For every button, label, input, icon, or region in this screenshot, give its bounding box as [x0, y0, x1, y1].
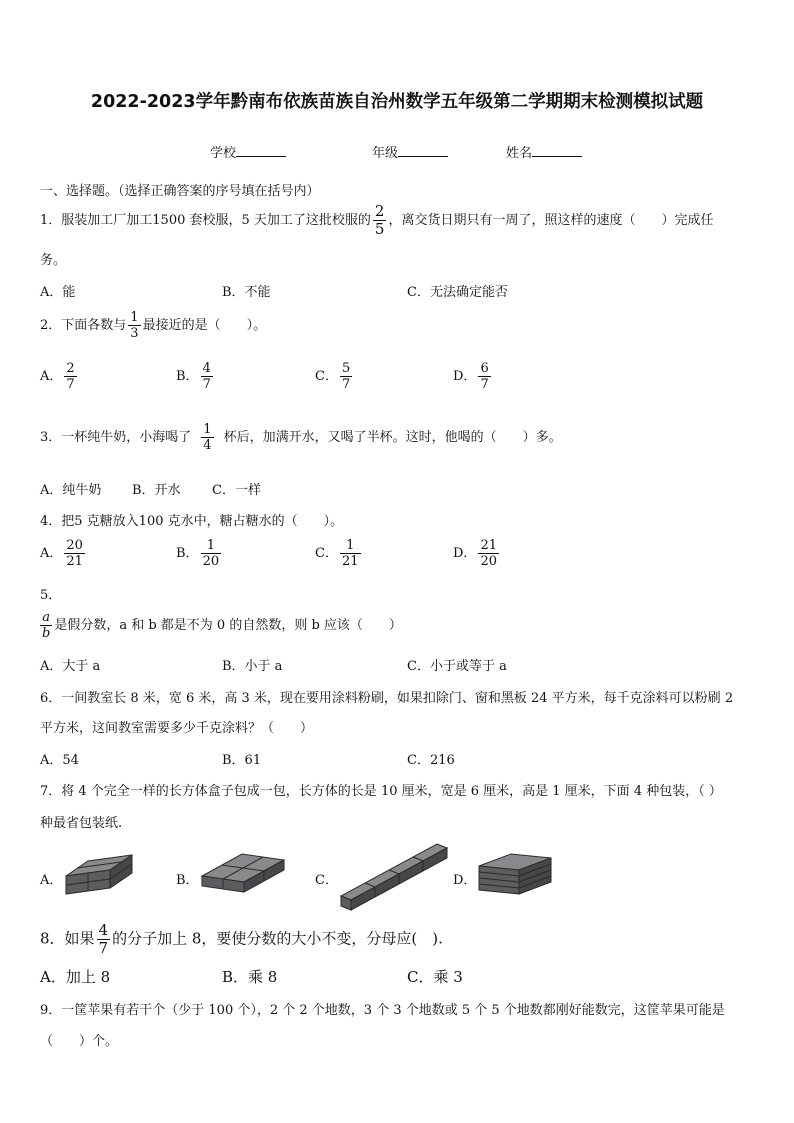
- q3-option-b[interactable]: B．开水: [132, 483, 181, 498]
- question-1: [40, 203, 713, 238]
- q2-fraction: $\frac{1}{3}$: [130, 310, 139, 341]
- q6-option-b[interactable]: B．61: [222, 753, 262, 768]
- q2-option-c[interactable]: C． $\frac{5}{7}$: [315, 361, 351, 392]
- q7-option-d[interactable]: D．: [453, 873, 477, 888]
- q2-option-c-fraction: $\frac{5}{7}$: [341, 361, 351, 392]
- q4-option-b-fraction: $\frac{1}{20}$: [202, 538, 220, 569]
- q6-option-a[interactable]: A．54: [40, 753, 79, 768]
- q2-option-d[interactable]: D． $\frac{6}{7}$: [453, 361, 489, 392]
- q4-option-c-fraction: $\frac{1}{21}$: [341, 538, 359, 569]
- q3-option-c[interactable]: C．一样: [212, 483, 261, 498]
- q5-text: 是假分数，a 和 b 都是不为 0 的自然数，则 b 应该（ ）: [54, 618, 402, 633]
- school-label: 学校: [210, 146, 237, 161]
- q2-option-b-fraction: $\frac{4}{7}$: [202, 361, 211, 392]
- school-blank[interactable]: [236, 144, 286, 157]
- q2-option-b[interactable]: B． $\frac{4}{7}$: [176, 361, 211, 392]
- q1-option-c[interactable]: C．无法确定能否: [407, 285, 508, 300]
- name-field: [506, 142, 582, 161]
- q2-option-a-fraction: $\frac{2}{7}$: [66, 361, 75, 392]
- q3-text-pre: 3．一杯纯牛奶，小海喝了: [40, 430, 192, 445]
- q2-text-pre: 2．下面各数与: [40, 318, 127, 333]
- question-4: 4．把5 克糖放入100 克水中，糖占糖水的（ ）。: [40, 514, 344, 529]
- q8-option-b[interactable]: B．乘 8: [222, 968, 278, 986]
- question-3: [40, 422, 562, 453]
- q7-option-a[interactable]: A．: [40, 873, 63, 888]
- q1-continuation: 务。: [40, 253, 67, 268]
- q3-option-a[interactable]: A．纯牛奶: [40, 483, 102, 498]
- q7-option-c[interactable]: C．: [315, 873, 338, 888]
- question-9-line-2: （ ）个。: [40, 1034, 119, 1049]
- q4-option-a[interactable]: A． $\frac{20}{21}$: [40, 538, 83, 569]
- q7-option-b-box-image: [198, 846, 288, 900]
- section-heading: 一、选择题。（选择正确答案的序号填在括号内）: [40, 184, 320, 199]
- q1-option-b[interactable]: B．不能: [222, 285, 271, 300]
- q5-option-a[interactable]: A．大于 a: [40, 659, 101, 674]
- question-5: [38, 610, 402, 641]
- question-9-line-1: 9．一筐苹果有若干个（少于 100 个），2 个 2 个地数，3 个 3 个地数或 5 个 5 个地数都刚好能数完，这筐苹果可能是: [40, 1003, 725, 1018]
- q1-text-pre: 1．服装加工厂加工1500 套校服，5 天加工了这批校服的: [40, 213, 371, 228]
- q8-option-a[interactable]: A．加上 8: [40, 968, 111, 986]
- q2-option-a[interactable]: A． $\frac{2}{7}$: [40, 361, 75, 392]
- q7-option-c-box-image: [337, 838, 451, 914]
- question-6-line-2: 平方米，这间教室需要多少千克涂料？（ ）: [40, 721, 314, 736]
- q5-option-b[interactable]: B．小于 a: [222, 659, 283, 674]
- question-5-number: 5．: [40, 588, 62, 603]
- q4-option-c[interactable]: C． $\frac{1}{21}$: [315, 538, 359, 569]
- q4-option-d-fraction: $\frac{21}{20}$: [480, 538, 497, 569]
- name-label: 姓名: [506, 146, 533, 161]
- q8-text-post: 的分子加上 8，要使分数的大小不变，分母应( ).: [112, 929, 443, 948]
- q1-option-a[interactable]: A．能: [40, 285, 76, 300]
- q7-option-d-box-image: [475, 852, 555, 898]
- page-title: 2022-2023学年黔南布依族苗族自治州数学五年级第二学期期末检测模拟试题: [90, 92, 704, 112]
- question-7-line-2: 种最省包装纸.: [40, 816, 123, 831]
- q6-option-c[interactable]: C．216: [407, 753, 455, 768]
- q4-option-d[interactable]: D． $\frac{21}{20}$: [453, 538, 497, 569]
- question-6-line-1: 6．一间教室长 8 米，宽 6 米，高 3 米，现在要用涂料粉刷，如果扣除门、窗和黑板 24 平方米，每千克涂料可以粉刷 2: [40, 691, 734, 706]
- name-blank[interactable]: [532, 144, 582, 157]
- q4-option-a-fraction: $\frac{20}{21}$: [66, 538, 83, 569]
- q2-option-d-fraction: $\frac{6}{7}$: [480, 361, 489, 392]
- q4-option-b[interactable]: B． $\frac{1}{20}$: [176, 538, 220, 569]
- q1-text-post: ，离交货日期只有一周了，照这样的速度（ ）完成任: [388, 213, 714, 228]
- q1-fraction: $\frac{2}{5}$: [374, 202, 385, 238]
- grade-blank[interactable]: [398, 144, 448, 157]
- question-7-line-1: 7．将 4 个完全一样的长方体盒子包成一包，长方体的长是 10 厘米，宽是 6 厘米，高是 1 厘米，下面 4 种包装，（ ）: [40, 784, 722, 799]
- question-2: [40, 310, 266, 341]
- q7-option-b[interactable]: B．: [176, 873, 199, 888]
- question-8: [40, 922, 443, 957]
- school-field: [210, 142, 286, 161]
- q5-option-c[interactable]: C．小于或等于 a: [407, 659, 507, 674]
- q2-text-post: 最接近的是（ ）。: [142, 318, 267, 333]
- q8-option-c[interactable]: C．乘 3: [407, 968, 463, 986]
- q3-text-post: 杯后，加满开水，又喝了半杯。这时，他喝的（ ）多。: [223, 430, 562, 445]
- q8-fraction: $\frac{4}{7}$: [98, 921, 109, 957]
- q7-option-a-box-image: [60, 848, 136, 896]
- q3-fraction: $\frac{1}{4}$: [203, 422, 212, 453]
- q5-fraction: $\frac{a}{b}$: [42, 610, 51, 641]
- grade-field: [372, 142, 448, 161]
- grade-label: 年级: [372, 146, 399, 161]
- q8-text-pre: 8．如果: [40, 929, 95, 948]
